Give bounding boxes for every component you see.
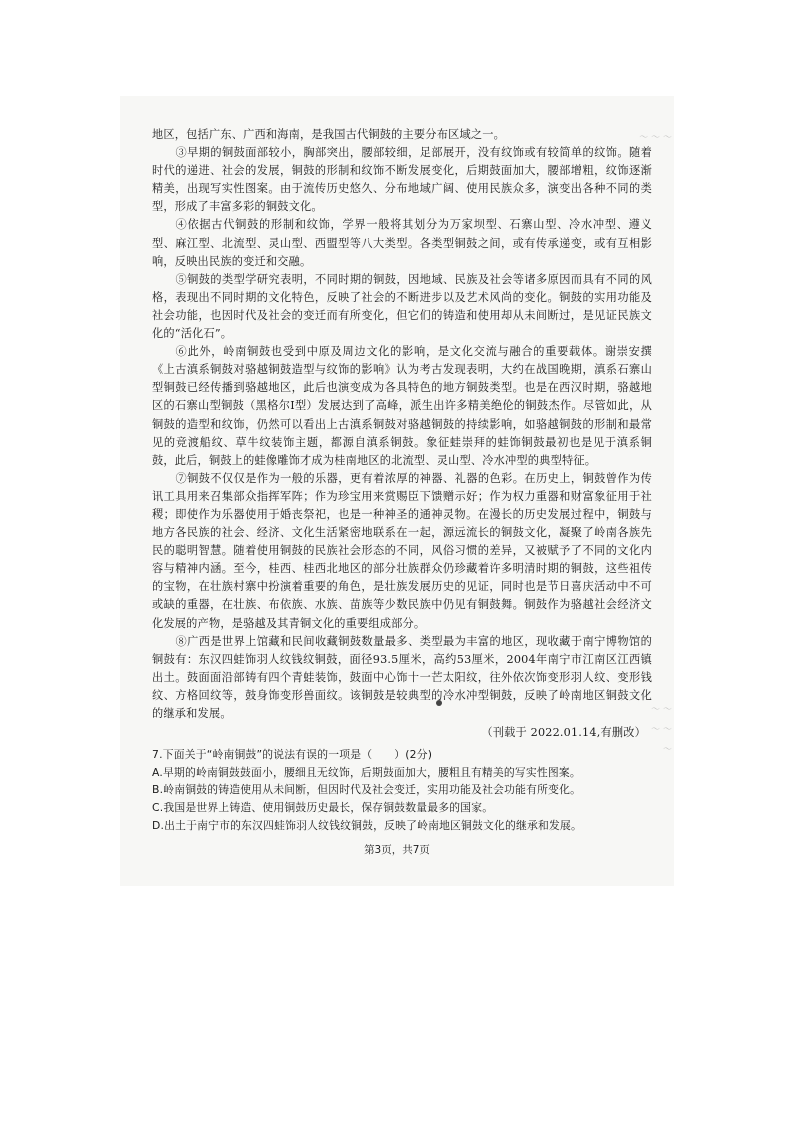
paragraph: ⑧广西是世界上馆藏和民间收藏铜鼓数量最多、类型最为丰富的地区，现收藏于南宁博物馆的铜鼓有：东汉四蛙饰羽人纹钱纹铜鼓，面径93.5厘米，高约53厘米，2004年南宁市江南区江西镇出土。鼓面面沿部铸有四个青蛙装饰，鼓面中心饰十一芒太阳纹，往外依次饰变形羽人纹、变形钱纹、方格回纹等，鼓身饰变形兽面纹。该铜鼓是较典型的冷水冲型铜鼓，反映了岭南地区铜鼓文化的继承和发展。 [152,634,652,720]
paragraph: ③早期的铜鼓面部较小，胸部突出，腰部较细，足部展开，没有纹饰或有较简单的纹饰。随着时代的递进、社会的发展，铜鼓的形制和纹饰不断发展变化，后期鼓面加大，腰部增粗，纹饰逐渐精美，出现写实性图案。由于流传历史悠久、分布地域广阔、使用民族众多，演变出各种不同的类型，形成了丰富多彩的铜鼓文化。 [152,146,652,214]
bleed-through-text: ～ [662,745,672,755]
paragraph: ⑤铜鼓的类型学研究表明，不同时期的铜鼓，因地域、民族及社会等诸多原因而具有不同的风格，表现出不同时期的文化特色，反映了社会的不断进步以及艺术风尚的变化。铜鼓的实用功能及社会功能，也因时代及社会的变迁而有所变化，但它们的铸造和使用却从未间断过，是见证民族文化的“活化石”。 [152,272,652,341]
scanned-page [120,96,674,886]
article-body [152,126,652,834]
question-7 [152,746,652,834]
option-d: D.出土于南宁市的东汉四蛙饰羽人纹钱纹铜鼓，反映了岭南地区铜鼓文化的继承和发展。 [152,818,583,832]
question-stem: 7.下面关于“岭南铜鼓”的说法有误的一项是（ ）(2分) [152,748,433,762]
paragraph: ⑦铜鼓不仅仅是作为一般的乐器，更有着浓厚的神器、礼器的色彩。在历史上，铜鼓曾作为传讯工具用来召集部众指挥军阵；作为珍宝用来赏赐臣下馈赠示好；作为权力重器和财富象征用于社稷；即使作为乐器使用于婚丧祭祀，也是一种神圣的通神灵物。在漫长的历史发展过程中，铜鼓与地方各民族的社会、经济、文化生活紧密地联系在一起，源远流长的铜鼓文化，凝聚了岭南各族先民的聪明智慧。随着使用铜鼓的民族社会形态的不同，风俗习惯的差异，又被赋予了不同的文化内容与精神内涵。至今，桂西、桂西北地区的部分壮族群众仍珍藏着许多明清时期的铜鼓，这些祖传的宝物，在壮族村寨中扮演着重要的角色，是壮族发展历史的见证，同时也是节日喜庆活动中不可或缺的重器，在壮族、布依族、水族、苗族等少数民族中仍见有铜鼓舞。铜鼓作为骆越社会经济文化发展的产物，是骆越及其青铜文化的重要组成部分。 [152,471,652,630]
paragraph: ⑥此外，岭南铜鼓也受到中原及周边文化的影响，是文化交流与融合的重要载体。谢崇安撰《上古滇系铜鼓对骆越铜鼓造型与纹饰的影响》认为考古发现表明，大约在战国晚期，滇系石寨山型铜鼓已经传播到骆越地区，此后也演变成为各具特色的地方铜鼓类型。也是在西汉时期，骆越地区的石寨山型铜鼓（黑格尔Ⅰ型）发展达到了高峰，派生出许多精美绝伦的铜鼓杰作。尽管如此，从铜鼓的造型和纹饰，仍然可以看出上古滇系铜鼓对骆越铜鼓的持续影响，如骆越铜鼓的形制和最常见的竞渡船纹、草牛纹装饰主题，都源自滇系铜鼓。象征蛙崇拜的蛙饰铜鼓最初也是见于滇系铜鼓，此后，铜鼓上的蛙像雕饰才成为桂南地区的北流型、灵山型、冷水冲型的典型特征。 [152,345,652,467]
source-note: （刊载于 2022.01.14,有删改） [481,726,646,740]
bleed-through-text: ～ ～ [651,705,672,715]
option-b: B.岭南铜鼓的铸造使用从未间断，但因时代及社会变迁，实用功能及社会功能有所变化。 [152,783,582,797]
paragraph: ④依据古代铜鼓的形制和纹饰，学界一般将其划分为万家坝型、石寨山型、冷水冲型、遵义型、麻江型、北流型、灵山型、西盟型等八大类型。各类型铜鼓之间，或有传承递变，或有互相影响，反映出民族的变迁和交融。 [152,218,652,268]
paragraph: 地区，包括广东、广西和海南，是我国古代铜鼓的主要分布区域之一。 [152,128,506,141]
bleed-through-text: ～ ～ [651,725,672,735]
option-a: A.早期的岭南铜鼓鼓面小，腰细且无纹饰，后期鼓面加大，腰粗且有精美的写实性图案。 [152,765,581,779]
page-footer: 第3页，共7页 [364,844,430,856]
bleed-through-text: ～ ～ ～ [639,133,672,143]
option-c: C.我国是世界上铸造、使用铜鼓历史最长，保存铜鼓数量最多的国家。 [152,800,494,814]
